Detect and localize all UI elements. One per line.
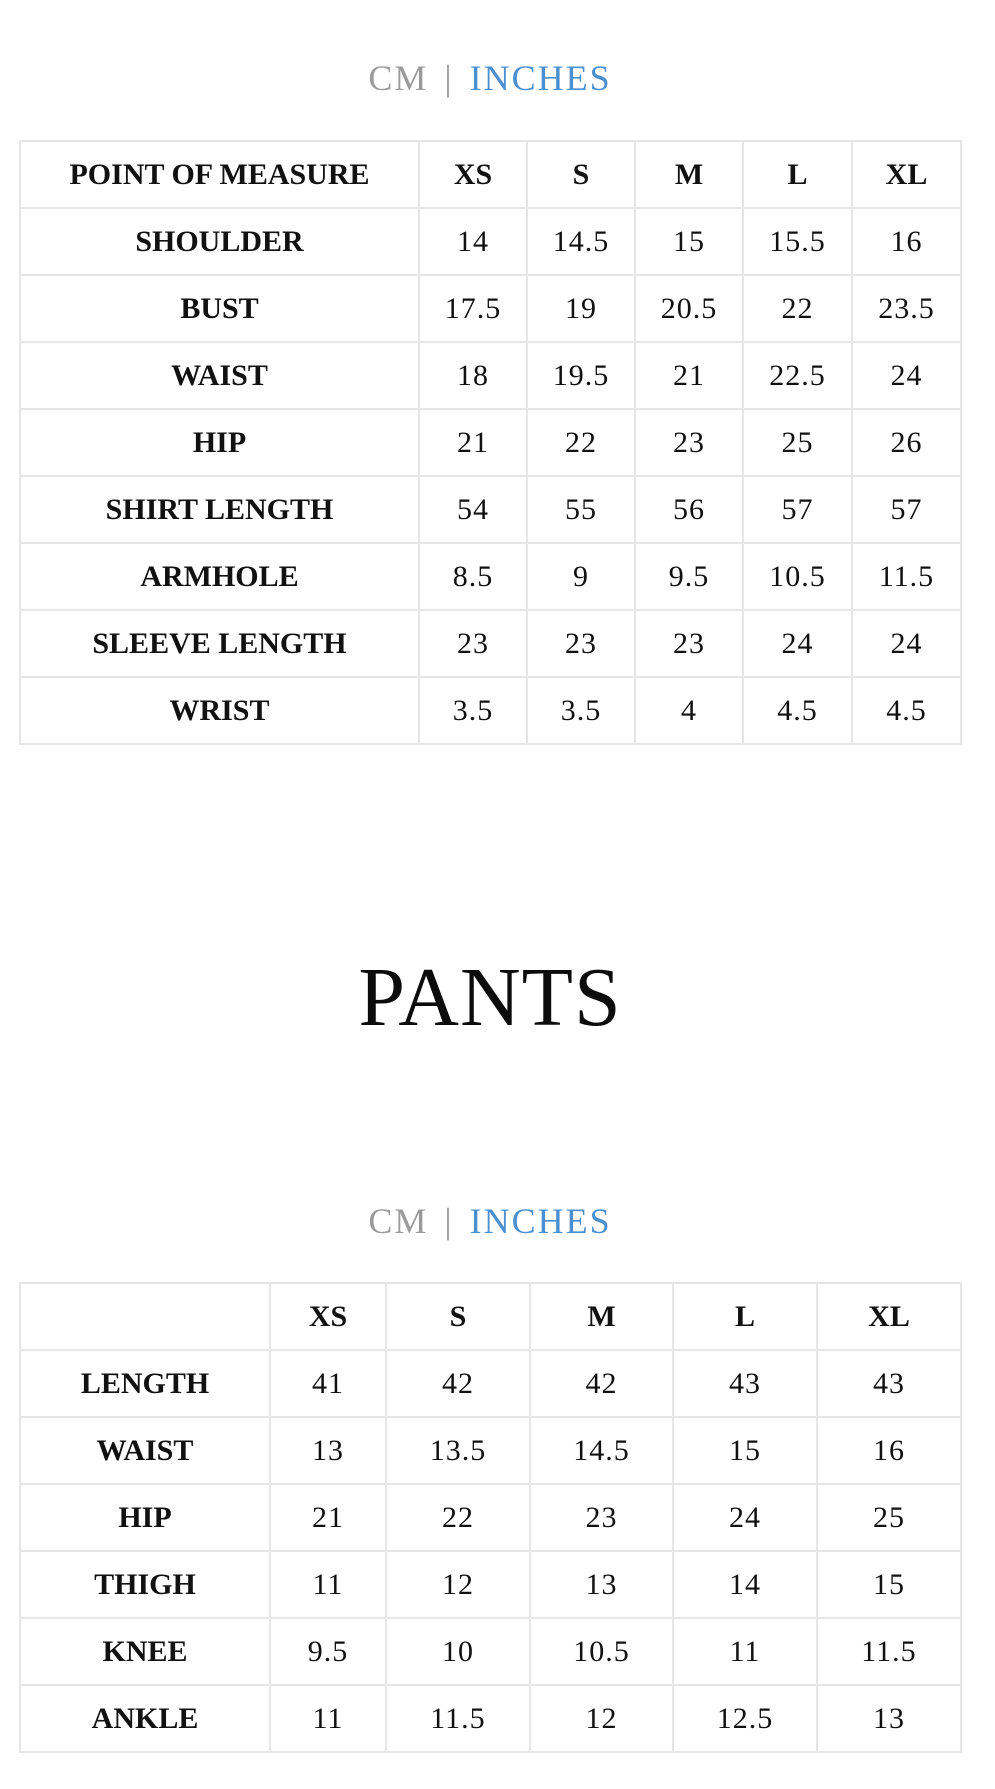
row-label: HIP [20, 1484, 270, 1551]
measurement-cell: 55 [527, 476, 635, 543]
measurement-cell: 17.5 [419, 275, 527, 342]
measurement-cell: 54 [419, 476, 527, 543]
measurement-cell: 22 [527, 409, 635, 476]
measurement-cell: 13 [817, 1685, 961, 1752]
measurement-cell: 3.5 [419, 677, 527, 744]
measurement-cell: 12.5 [673, 1685, 817, 1752]
measurement-cell: 23 [530, 1484, 673, 1551]
measurement-cell: 4.5 [852, 677, 961, 744]
measurement-cell: 11.5 [817, 1618, 961, 1685]
pants-size-table [19, 1282, 962, 1753]
column-header-measure [20, 1283, 270, 1350]
measurement-cell: 14.5 [527, 208, 635, 275]
row-label: KNEE [20, 1618, 270, 1685]
row-label: THIGH [20, 1551, 270, 1618]
measurement-cell: 42 [530, 1350, 673, 1417]
measurement-cell: 18 [419, 342, 527, 409]
measurement-cell: 21 [419, 409, 527, 476]
measurement-cell: 22.5 [743, 342, 852, 409]
measurement-cell: 24 [673, 1484, 817, 1551]
measurement-cell: 25 [817, 1484, 961, 1551]
measurement-cell: 12 [386, 1551, 530, 1618]
measurement-cell: 14.5 [530, 1417, 673, 1484]
table-row [20, 610, 961, 677]
measurement-cell: 15.5 [743, 208, 852, 275]
measurement-cell: 13 [270, 1417, 386, 1484]
section-title-pants: PANTS [358, 951, 622, 1044]
measurement-cell: 43 [673, 1350, 817, 1417]
unit-cm-option[interactable]: CM [368, 1201, 429, 1241]
column-header-size: M [635, 141, 743, 208]
column-header-size: XS [270, 1283, 386, 1350]
table-row [20, 342, 961, 409]
row-label: SLEEVE LENGTH [20, 610, 419, 677]
table-row [20, 1618, 961, 1685]
measurement-cell: 10.5 [530, 1618, 673, 1685]
unit-separator: | [444, 1201, 454, 1241]
table-row [20, 476, 961, 543]
column-header-size: XL [852, 141, 961, 208]
measurement-cell: 12 [530, 1685, 673, 1752]
table-row [20, 1350, 961, 1417]
row-label: ARMHOLE [20, 543, 419, 610]
unit-cm-option[interactable]: CM [368, 58, 429, 98]
measurement-cell: 15 [817, 1551, 961, 1618]
row-label: WAIST [20, 1417, 270, 1484]
measurement-cell: 24 [852, 610, 961, 677]
measurement-cell: 19 [527, 275, 635, 342]
measurement-cell: 11.5 [386, 1685, 530, 1752]
measurement-cell: 14 [419, 208, 527, 275]
measurement-cell: 9.5 [270, 1618, 386, 1685]
row-label: BUST [20, 275, 419, 342]
measurement-cell: 15 [635, 208, 743, 275]
measurement-cell: 42 [386, 1350, 530, 1417]
row-label: SHIRT LENGTH [20, 476, 419, 543]
measurement-cell: 56 [635, 476, 743, 543]
column-header-measure: POINT OF MEASURE [20, 141, 419, 208]
row-label: WAIST [20, 342, 419, 409]
measurement-cell: 4 [635, 677, 743, 744]
row-label: ANKLE [20, 1685, 270, 1752]
unit-inches-option[interactable]: INCHES [469, 1201, 612, 1241]
table-row [20, 409, 961, 476]
measurement-cell: 24 [743, 610, 852, 677]
measurement-cell: 8.5 [419, 543, 527, 610]
measurement-cell: 23.5 [852, 275, 961, 342]
unit-inches-option[interactable]: INCHES [469, 58, 612, 98]
table-row [20, 1685, 961, 1752]
column-header-size: S [386, 1283, 530, 1350]
measurement-cell: 23 [419, 610, 527, 677]
measurement-cell: 23 [635, 409, 743, 476]
row-label: WRIST [20, 677, 419, 744]
column-header-size: L [743, 141, 852, 208]
measurement-cell: 4.5 [743, 677, 852, 744]
measurement-cell: 22 [743, 275, 852, 342]
unit-separator: | [444, 58, 454, 98]
table-row [20, 275, 961, 342]
measurement-cell: 22 [386, 1484, 530, 1551]
table-header-row [20, 1283, 961, 1350]
measurement-cell: 10.5 [743, 543, 852, 610]
measurement-cell: 21 [635, 342, 743, 409]
measurement-cell: 16 [817, 1417, 961, 1484]
row-label: HIP [20, 409, 419, 476]
measurement-cell: 11.5 [852, 543, 961, 610]
measurement-cell: 25 [743, 409, 852, 476]
measurement-cell: 57 [852, 476, 961, 543]
measurement-cell: 13.5 [386, 1417, 530, 1484]
column-header-size: M [530, 1283, 673, 1350]
measurement-cell: 11 [673, 1618, 817, 1685]
table-row [20, 1484, 961, 1551]
measurement-cell: 16 [852, 208, 961, 275]
measurement-cell: 20.5 [635, 275, 743, 342]
measurement-cell: 43 [817, 1350, 961, 1417]
measurement-cell: 9.5 [635, 543, 743, 610]
table-header-row [20, 141, 961, 208]
column-header-size: XS [419, 141, 527, 208]
measurement-cell: 41 [270, 1350, 386, 1417]
measurement-cell: 19.5 [527, 342, 635, 409]
column-header-size: S [527, 141, 635, 208]
measurement-cell: 21 [270, 1484, 386, 1551]
row-label: LENGTH [20, 1350, 270, 1417]
table-row [20, 1417, 961, 1484]
column-header-size: L [673, 1283, 817, 1350]
measurement-cell: 23 [635, 610, 743, 677]
row-label: SHOULDER [20, 208, 419, 275]
table-row [20, 543, 961, 610]
measurement-cell: 23 [527, 610, 635, 677]
measurement-cell: 3.5 [527, 677, 635, 744]
table-row [20, 208, 961, 275]
measurement-cell: 57 [743, 476, 852, 543]
table-row [20, 1551, 961, 1618]
table-row [20, 677, 961, 744]
measurement-cell: 14 [673, 1551, 817, 1618]
shirt-size-table [19, 140, 962, 745]
measurement-cell: 26 [852, 409, 961, 476]
unit-toggle-shirt [0, 58, 980, 98]
measurement-cell: 15 [673, 1417, 817, 1484]
measurement-cell: 9 [527, 543, 635, 610]
unit-toggle-pants [0, 1201, 980, 1241]
column-header-size: XL [817, 1283, 961, 1350]
measurement-cell: 13 [530, 1551, 673, 1618]
measurement-cell: 24 [852, 342, 961, 409]
measurement-cell: 11 [270, 1551, 386, 1618]
measurement-cell: 10 [386, 1618, 530, 1685]
measurement-cell: 11 [270, 1685, 386, 1752]
